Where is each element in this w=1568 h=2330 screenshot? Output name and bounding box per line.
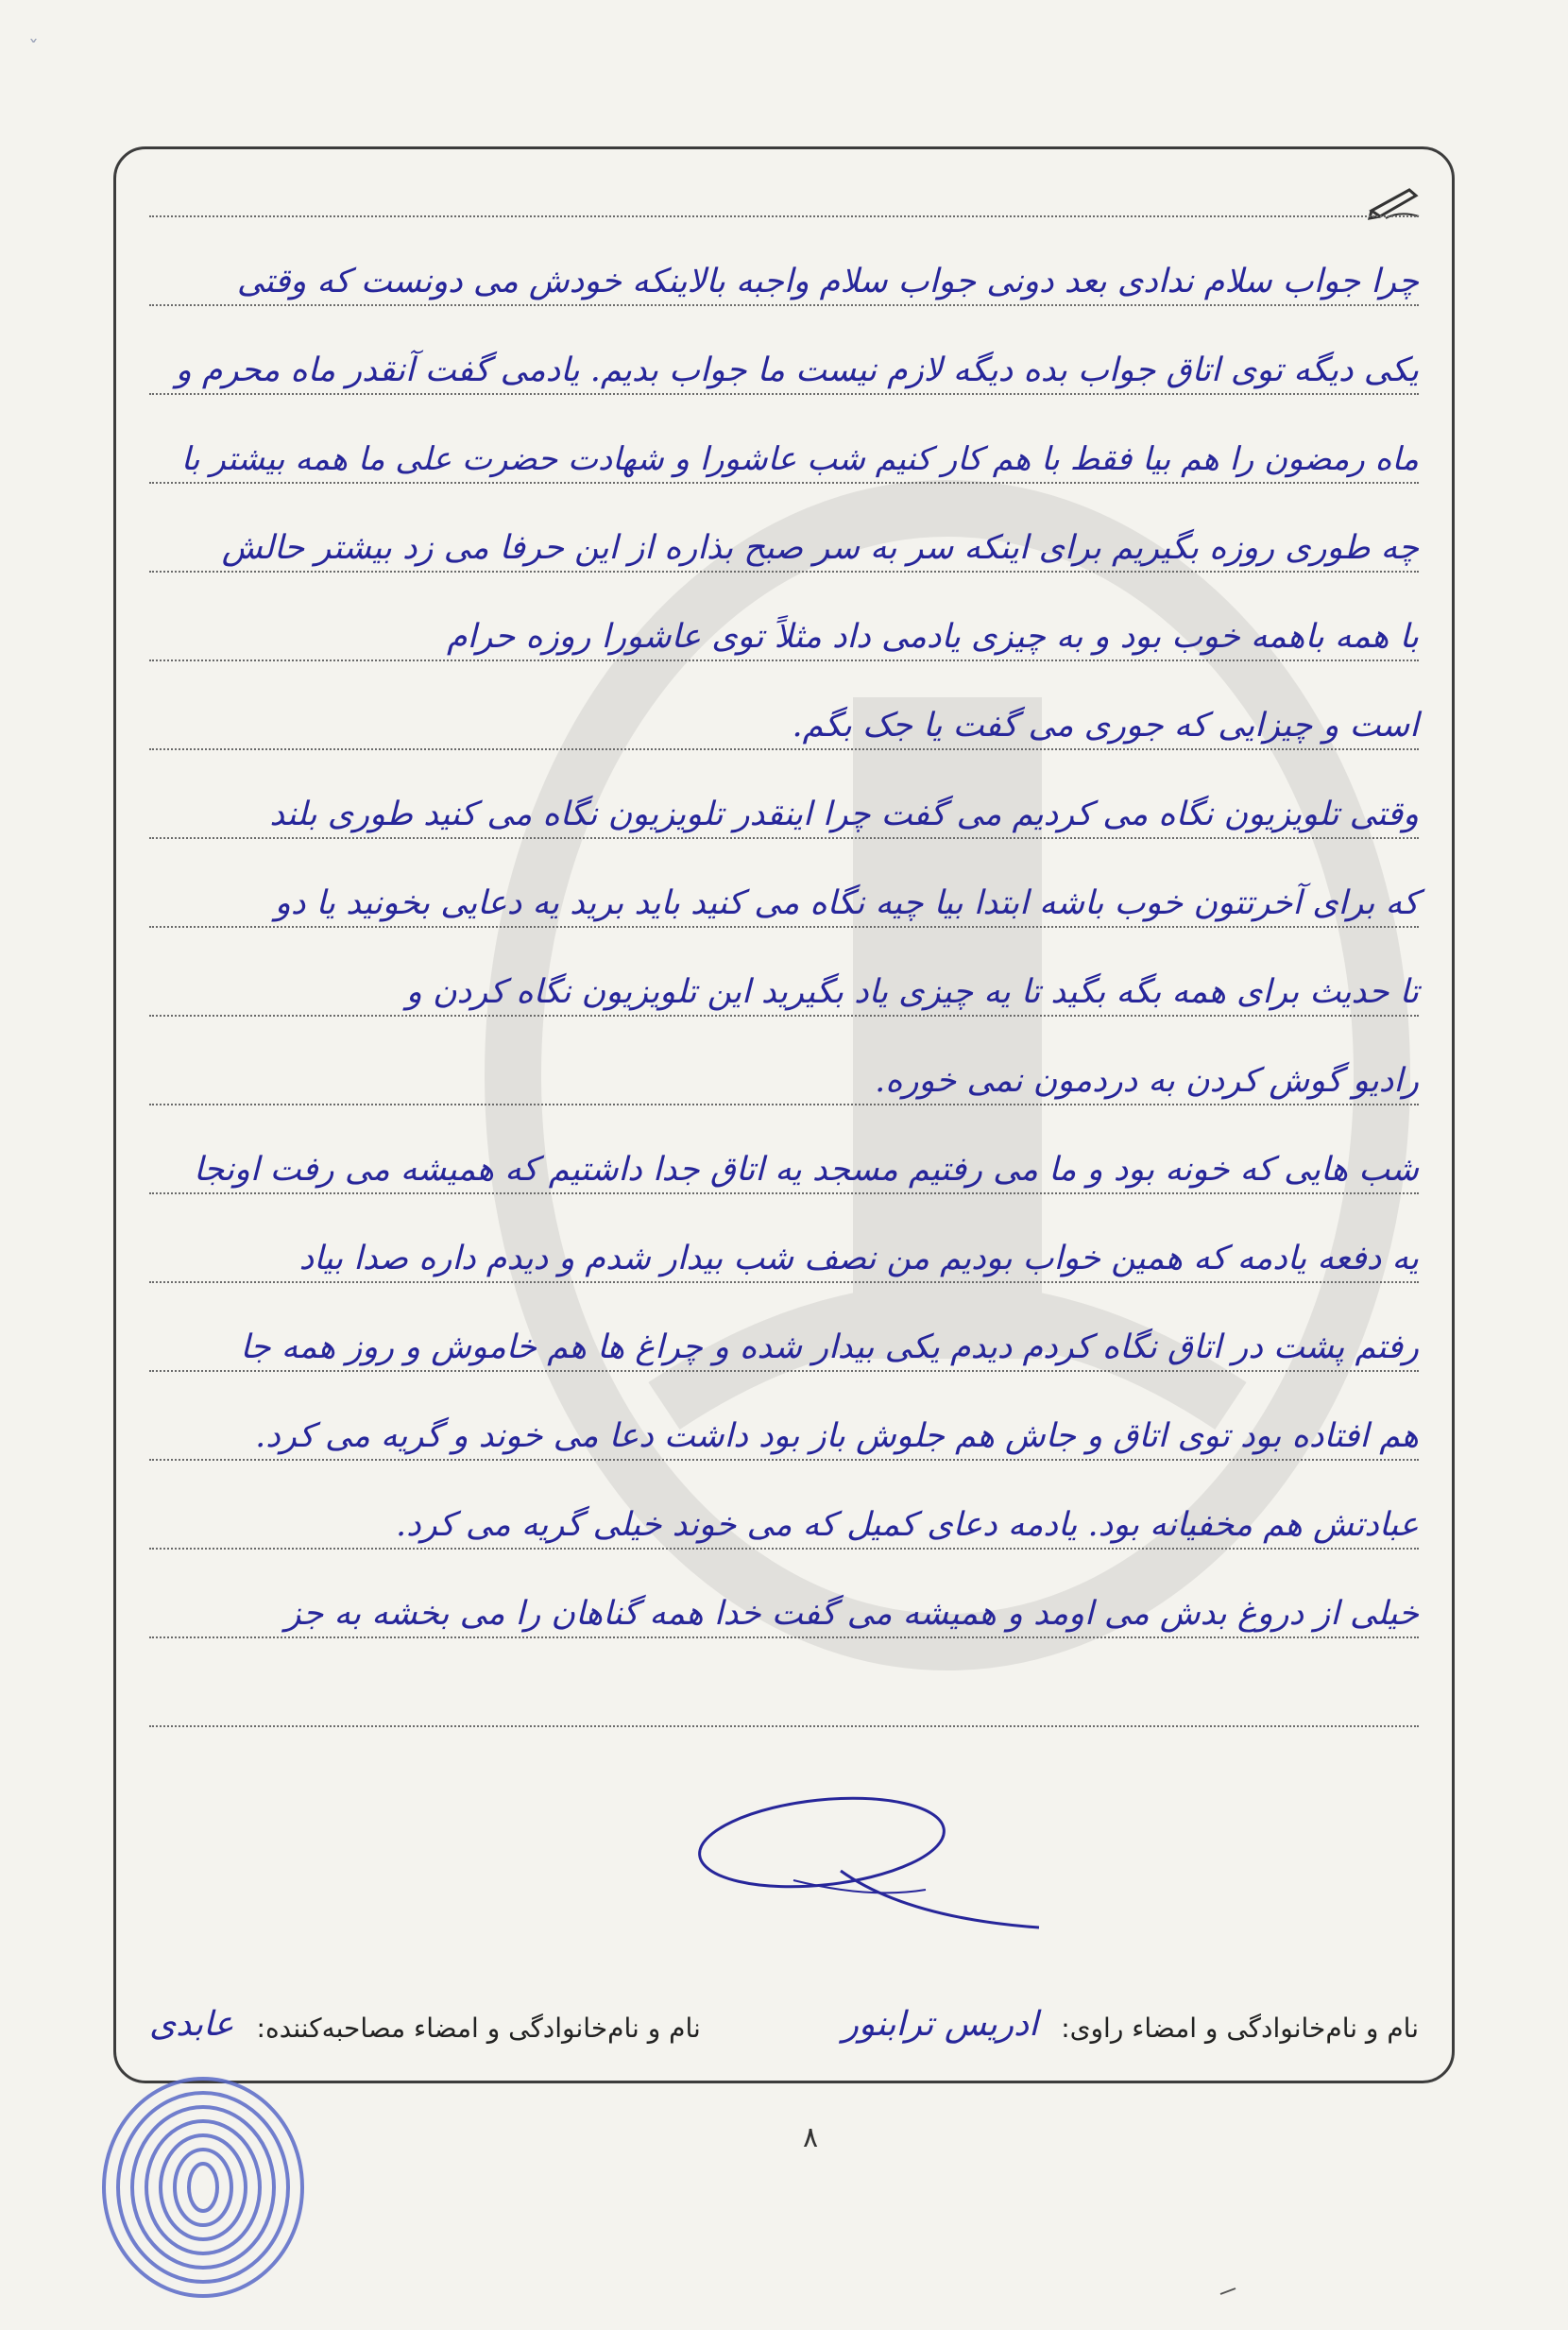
ruled-line	[149, 949, 1419, 1017]
ruled-line	[149, 1393, 1419, 1461]
handwritten-text: وقتی تلویزیون نگاه می کردیم می گفت چرا اینقدر تلویزیون نگاه می کنید طوری بلند	[269, 796, 1419, 833]
interviewer-label: نام و نام‌خانوادگی و امضاء مصاحبه‌کننده:	[256, 2013, 701, 2044]
page-number: ۸	[803, 2121, 819, 2154]
narrator-name: ادریس ترابنور	[842, 2005, 1039, 2044]
handwritten-text: یکی دیگه توی اتاق جواب بده دیگه لازم نیست ما جواب بدیم. یادمی گفت آنقدر ماه محرم و	[175, 351, 1419, 389]
handwritten-text: یه دفعه یادمه که همین خواب بودیم من نصف شب بیدار شدم و دیدم داره صدا بیاد	[298, 1240, 1419, 1277]
handwritten-text: عبادتش هم مخفیانه بود. یادمه دعای کمیل که می خوند خیلی گریه می کرد.	[396, 1506, 1419, 1544]
scan-mark-icon	[1219, 2287, 1237, 2296]
ruled-line	[149, 149, 1419, 217]
ruled-line	[149, 682, 1419, 750]
handwritten-text: چرا جواب سلام ندادی بعد دونی جواب سلام واجبه بالاینکه خودش می دونست که وقتی	[236, 263, 1419, 300]
ruled-line	[149, 1659, 1419, 1727]
ruled-line	[149, 416, 1419, 484]
handwritten-text: با همه باهمه خوب بود و به چیزی یادمی داد مثلاً توی عاشورا روزه حرام	[446, 618, 1419, 656]
handwritten-text: هم افتاده بود توی اتاق و جاش هم جلوش باز بود داشت دعا می خوند و گریه می کرد.	[255, 1417, 1419, 1455]
ruled-line	[149, 327, 1419, 395]
signature-scribble-icon	[680, 1776, 1058, 1946]
ruled-line	[149, 238, 1419, 306]
handwritten-text: خیلی از دروغ بدش می اومد و همیشه می گفت خدا همه گناهان را می بخشه به جز	[284, 1595, 1419, 1633]
handwritten-text: چه طوری روزه بگیریم برای اینکه سر به سر صبح بذاره از این حرفا می زد بیشتر حالش	[221, 529, 1419, 567]
handwritten-text: که برای آخرتتون خوب باشه ابتدا بیا چیه نگاه می کنید باید برید یه دعایی بخونید یا دو	[274, 884, 1419, 922]
scan-speck: ˇ	[28, 38, 39, 61]
ruled-line	[149, 860, 1419, 928]
interviewer-name: عابدی	[149, 2005, 234, 2044]
fingerprint-icon	[94, 2069, 312, 2305]
handwritten-text: شب هایی که خونه بود و ما می رفتیم مسجد یه اتاق جدا داشتیم که همیشه می رفت اونجا	[193, 1151, 1419, 1189]
handwritten-text: تا حدیث برای همه بگه بگید تا یه چیزی یاد بگیرید این تلویزیون نگاه کردن و	[405, 973, 1419, 1011]
ruled-line	[149, 771, 1419, 839]
ruled-line	[149, 1570, 1419, 1638]
ruled-line	[149, 1126, 1419, 1194]
handwritten-text: رفتم پشت در اتاق نگاه کردم دیدم یکی بیدار شده و چراغ ها هم خاموش و روز همه جا	[240, 1328, 1419, 1366]
signature-row	[149, 1987, 1419, 2044]
ruled-line	[149, 1482, 1419, 1550]
ruled-line	[149, 1304, 1419, 1372]
handwritten-text: ماه رمضون را هم بیا فقط با هم کار کنیم شب عاشورا و شهادت حضرت علی ما همه بیشتر با	[180, 440, 1419, 478]
ruled-line	[149, 505, 1419, 573]
narrator-label: نام و نام‌خانوادگی و امضاء راوی:	[1061, 2013, 1419, 2044]
ruled-line	[149, 1037, 1419, 1105]
handwritten-text: است و چیزایی که جوری می گفت یا جک بگم.	[792, 707, 1419, 745]
ruled-line	[149, 1215, 1419, 1283]
ruled-line	[149, 593, 1419, 661]
handwritten-text: رادیو گوش کردن به دردمون نمی خوره.	[875, 1062, 1419, 1100]
